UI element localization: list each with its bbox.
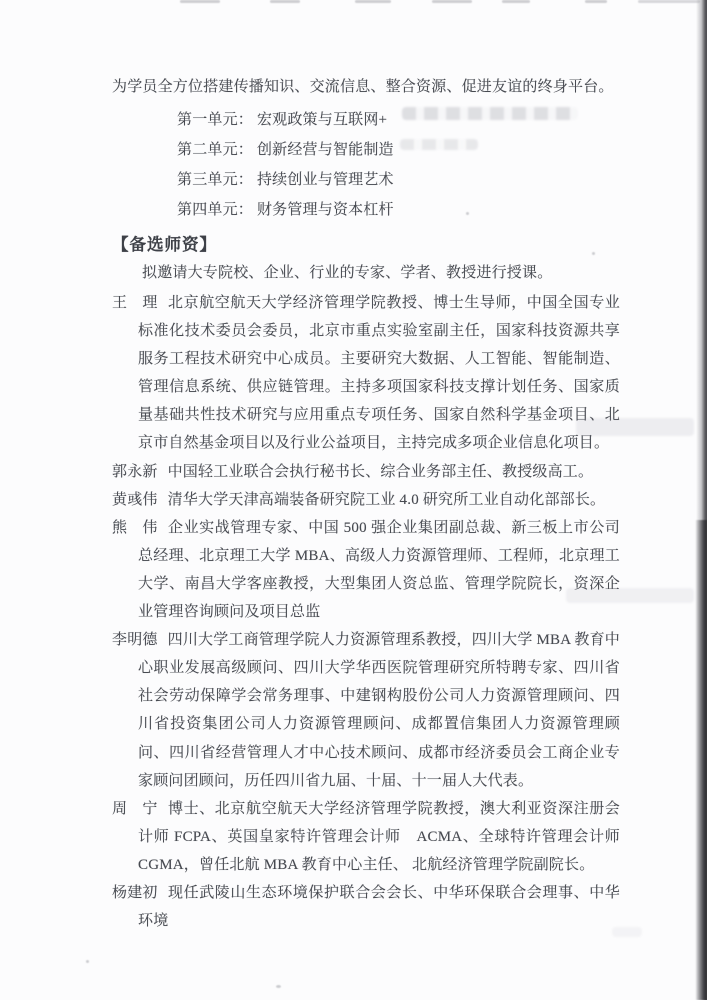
scan-edge-top-segment bbox=[585, 0, 607, 3]
unit-item-3: 第三单元： 持续创业与管理艺术 bbox=[177, 171, 394, 188]
document-body bbox=[112, 73, 620, 935]
faculty-entry bbox=[112, 879, 620, 935]
section-header-faculty: 【备选师资】 bbox=[112, 234, 217, 254]
faculty-entry bbox=[112, 626, 620, 795]
faculty-bio: 四川大学工商管理学院人力资源管理系教授，四川大学 MBA 教育中心职业发展高级顾问、四川大学华西医院管理研究所特聘专家、四川省社会劳动保障学会常务理事、中建钢构股份公司人力资源管理顾问、四川省投资集团公司人力资源管理顾问、成都置信集团人力资源管理顾问、四川省经营管理人才中心技术顾问、成都市经济委员会工商企业专家顾问团顾问，历任四川省九届、十届、十一届人大代表。 bbox=[138, 632, 620, 789]
unit-item-4: 第四单元： 财务管理与资本杠杆 bbox=[177, 201, 394, 218]
faculty-entry bbox=[112, 795, 620, 879]
faculty-bio: 清华大学天津高端装备研究院工业 4.0 研究所工业自动化部部长。 bbox=[167, 491, 606, 508]
faculty-name: 杨建初 bbox=[112, 884, 158, 901]
scan-edge-top-segment bbox=[270, 0, 300, 3]
faculty-bio: 企业实战管理专家、中国 500 强企业集团副总裁、新三板上市公司总经理、北京理工大学 MBA、高级人力资源管理师、工程师，北京理工大学、南昌大学客座教授，大型集团人资总监、管理学院院长，资深企业管理咨询顾问及项目总监 bbox=[138, 519, 620, 621]
unit-item-2: 第二单元： 创新经营与智能制造 bbox=[177, 141, 394, 158]
unit-item-1: 第一单元： 宏观政策与互联网+ bbox=[177, 111, 388, 128]
faculty-bio: 现任武陵山生态环境保护联合会会长、中华环保联合会理事、中华环境 bbox=[138, 884, 620, 930]
faculty-entry bbox=[112, 289, 620, 458]
unit-list bbox=[112, 105, 620, 225]
scan-edge-top-segment bbox=[638, 0, 700, 3]
faculty-name: 黄彧伟 bbox=[112, 491, 158, 508]
scan-edge-top-segment bbox=[180, 0, 220, 3]
scan-speckle bbox=[86, 960, 89, 963]
faculty-list bbox=[112, 289, 620, 935]
lead-paragraph: 为学员全方位搭建传播知识、交流信息、整合资源、促进友谊的终身平台。 bbox=[112, 79, 614, 95]
faculty-entry bbox=[112, 458, 620, 486]
scan-edge-top-segment bbox=[502, 0, 530, 3]
faculty-entry bbox=[112, 514, 620, 626]
scan-edge-top-segment bbox=[432, 0, 472, 3]
faculty-name: 熊 伟 bbox=[112, 519, 158, 536]
faculty-name: 周 宁 bbox=[112, 800, 158, 817]
faculty-entry bbox=[112, 486, 620, 514]
faculty-bio: 博士、北京航空航天大学经济管理学院教授，澳大利亚资深注册会计师 FCPA、英国皇家特许管理会计师 ACMA、全球特许管理会计师 CGMA，曾任北航 MBA 教育中心主任、 北航经济管理学院副院长。 bbox=[138, 800, 620, 873]
intro-line: 拟邀请大专院校、企业、行业的专家、学者、教授进行授课。 bbox=[142, 264, 553, 281]
faculty-name: 王 理 bbox=[112, 295, 158, 311]
faculty-name: 李明德 bbox=[112, 632, 158, 649]
faculty-name: 郭永新 bbox=[112, 463, 158, 480]
faculty-bio: 北京航空航天大学经济管理学院教授、博士生导师，中国全国专业标准化技术委员会委员，北京市重点实验室副主任，国家科技资源共享服务工程技术研究中心成员。主要研究大数据、人工智能、智能制造、管理信息系统、供应链管理。主持多项国家科技支撑计划任务、国家质量基础共性技术研究与应用重点专项任务、国家自然科学基金项目、北京市自然基金项目以及行业公益项目，主持完成多项企业信息化项目。 bbox=[138, 295, 620, 452]
scan-edge-right-dark bbox=[695, 520, 707, 1000]
faculty-bio: 中国轻工业联合会执行秘书长、综合业务部主任、教授级高工。 bbox=[167, 463, 594, 480]
scan-edge-right bbox=[696, 0, 707, 1000]
scan-speckle bbox=[276, 985, 281, 988]
scan-edge-top-segment bbox=[355, 0, 391, 3]
